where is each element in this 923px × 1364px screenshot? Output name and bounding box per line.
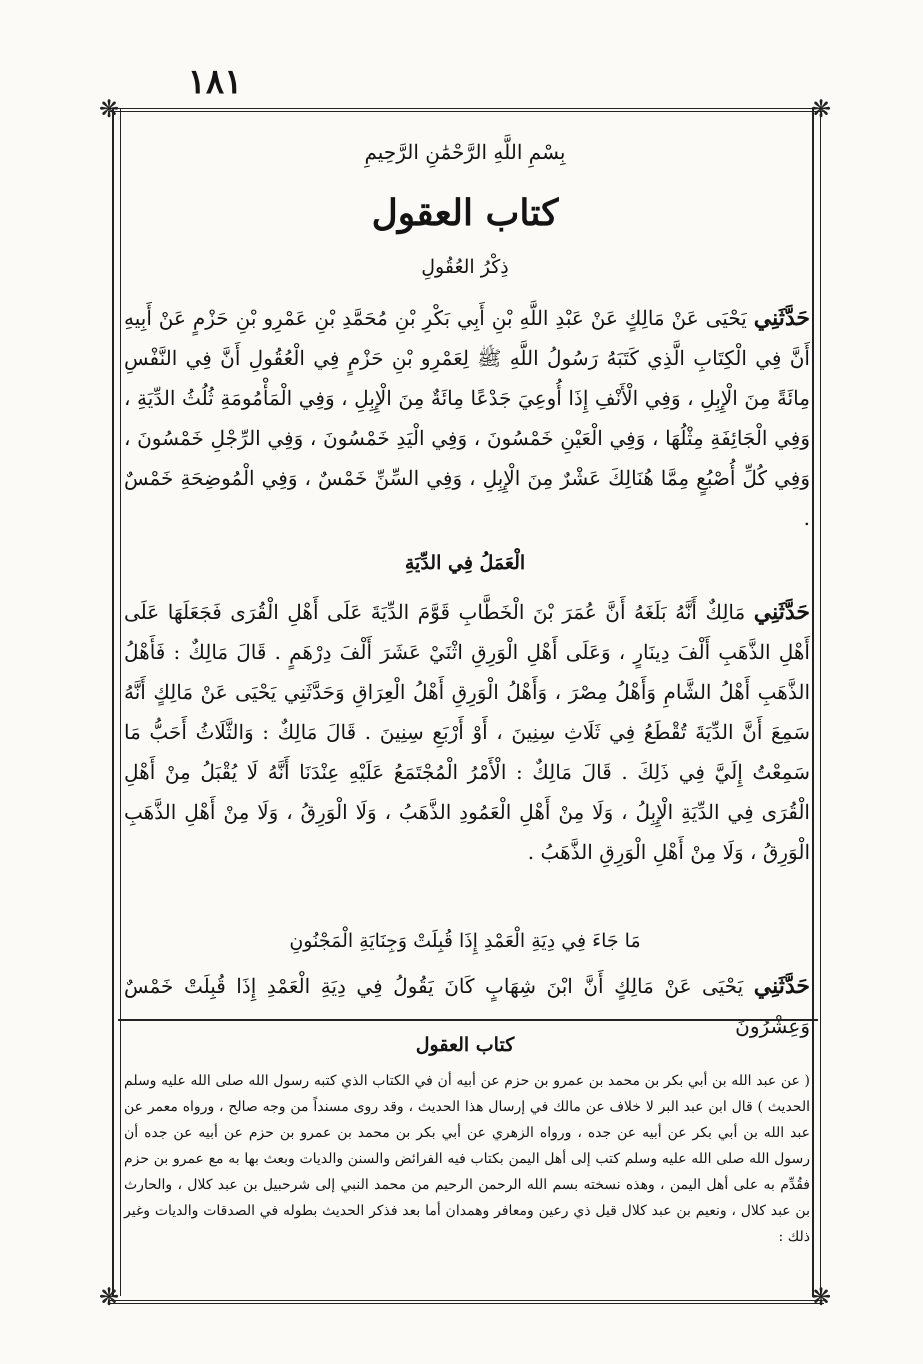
hadith-lead-word: حَدَّثَنِي [753,599,810,625]
hadith-lead-word: حَدَّثَنِي [753,973,811,999]
hadith-text: يَحْيَى عَنْ مَالِكٍ أَنَّ ابْنَ شِهَابٍ كَانَ يَقُولُ فِي دِيَةِ الْعَمْدِ إِذَا قُبِلَتْ خَمْسٌ وَعِشْرُونَ [124,974,810,1038]
basmala: بِسْمِ اللَّهِ الرَّحْمَٰنِ الرَّحِيمِ [364,140,566,164]
frame-right-border [812,108,821,1296]
hadith-paragraph [124,966,811,1038]
hadith-text: مَالِكٌ أَنَّهُ بَلَغَهُ أَنَّ عُمَرَ بْنَ الْخَطَّابِ قَوَّمَ الدِّيَةَ عَلَى أَهْلِ الْقُرَى فَجَعَلَهَا عَلَى أَهْلِ الذَّهَبِ أَلْفَ دِينَارٍ ، وَعَلَى أَهْلِ الْوَرِقِ اثْنَيْ عَشَرَ أَلْفَ دِرْهَمٍ . قَالَ مَالِكٌ : فَأَهْلُ الذَّهَبِ أَهْلُ الشَّامِ وَأَهْلُ مِصْرَ ، وَأَهْلُ الْوَرِقِ أَهْلُ الْعِرَاقِ وَحَدَّثَنِي يَحْيَى عَنْ مَالِكٍ أَنَّهُ سَمِعَ أَنَّ الدِّيَةَ تُقْطَعُ فِي ثَلَاثِ سِنِينَ ، أَوْ أَرْبَعِ سِنِينَ . قَالَ مَالِكٌ : وَالثَّلَاثُ أَحَبُّ مَا سَمِعْتُ إِلَيَّ فِي ذَلِكَ . قَالَ مَالِكٌ : الْأَمْرُ الْمُجْتَمَعُ عَلَيْهِ عِنْدَنَا أَنَّهُ لَا يُقْبَلُ مِنْ أَهْلِ الْقُرَى فِي الدِّيَةِ الْإِبِلُ ، وَلَا مِنْ أَهْلِ الْعَمُودِ الذَّهَبُ ، وَلَا الْوَرِقُ ، وَلَا مِنْ أَهْلِ الذَّهَبِ الْوَرِقُ ، وَلَا مِنْ أَهْلِ الْوَرِقِ الذَّهَبُ . [124,600,810,864]
ornament-corner-icon: ❋ [810,95,832,123]
section-title: الْعَمَلُ فِي الدِّيَةِ [404,552,526,574]
footnote-text: ( عن عبد الله بن أبي بكر بن محمد بن عمرو بن حزم عن أبيه أن في الكتاب الذي كتبه رسول الله صلى الله عليه وسلم الحديث ) قال ابن عبد البر لا خلاف عن مالك في إرسال هذا الحديث ، وقد روى مسنداً من وجه صالح ، ورواه معمر عن عبد الله بن أبي بكر عن أبيه عن جده ، ورواه الزهري عن أبي بكر بن محمد بن عمرو بن حزم عن أبيه عن جده أن رسول الله صلى الله عليه وسلم كتب إلى أهل اليمن بكتاب فيه الفرائض والسنن والديات وبعث بها به مع عمرو بن حزم فقُدِّم به على أهل اليمن ، وهذه نسخته بسم الله الرحمن الرحيم من محمد النبي إلى شرحبيل بن عبد كلال ، والحارث بن عبد كلال ، ونعيم بن عبد كلال قيل ذي رعين ومعافر وهمدان أما بعد فذكر الحديث بطوله في الصدقات والديات وغير ذلك : [124,1073,810,1245]
frame-left-border [112,108,121,1296]
section-title: مَا جَاءَ فِي دِيَةِ الْعَمْدِ إِذَا قُبِلَتْ وَجِنَايَةِ الْمَجْنُونِ [289,930,641,952]
footnote-title: كتاب العقول [415,1034,515,1056]
hadith-text: يَحْيَى عَنْ مَالِكٍ عَنْ عَبْدِ اللَّهِ بْنِ أَبِي بَكْرِ بْنِ مُحَمَّدِ بْنِ عَمْرِو بْنِ حَزْمٍ عَنْ أَبِيهِ أَنَّ فِي الْكِتَابِ الَّذِي كَتَبَهُ رَسُولُ اللَّهِ ﷺ لِعَمْرِو بْنِ حَزْمٍ فِي الْعُقُولِ أَنَّ فِي النَّفْسِ مِائَةً مِنَ الْإِبِلِ ، وَفِي الْأَنْفِ إِذَا أُوعِيَ جَدْعًا مِائَةٌ مِنَ الْإِبِلِ ، وَفِي الْمَأْمُومَةِ ثُلُثُ الدِّيَةِ ، وَفِي الْجَائِفَةِ مِثْلُهَا ، وَفِي الْعَيْنِ خَمْسُونَ ، وَفِي الْيَدِ خَمْسُونَ ، وَفِي الرِّجْلِ خَمْسُونَ ، وَفِي كُلِّ أُصْبُعٍ مِمَّا هُنَالِكَ عَشْرٌ مِنَ الْإِبِلِ ، وَفِي السِّنِّ خَمْسٌ ، وَفِي الْمُوضِحَةِ خَمْسٌ . [124,306,810,530]
hadith-paragraph [124,298,810,538]
ornament-corner-icon: ❋ [98,1283,120,1311]
hadith-paragraph [124,592,810,922]
book-title: كتاب العقول [371,192,559,234]
page-number: ١٨١ [187,62,243,102]
hadith-lead-word: حَدَّثَنِي [753,305,811,331]
section-title: ذِكْرُ العُقُولِ [421,256,509,278]
footnote-divider [118,1019,818,1021]
ornament-corner-icon: ❋ [810,1283,832,1311]
ornament-corner-icon: ❋ [98,95,120,123]
